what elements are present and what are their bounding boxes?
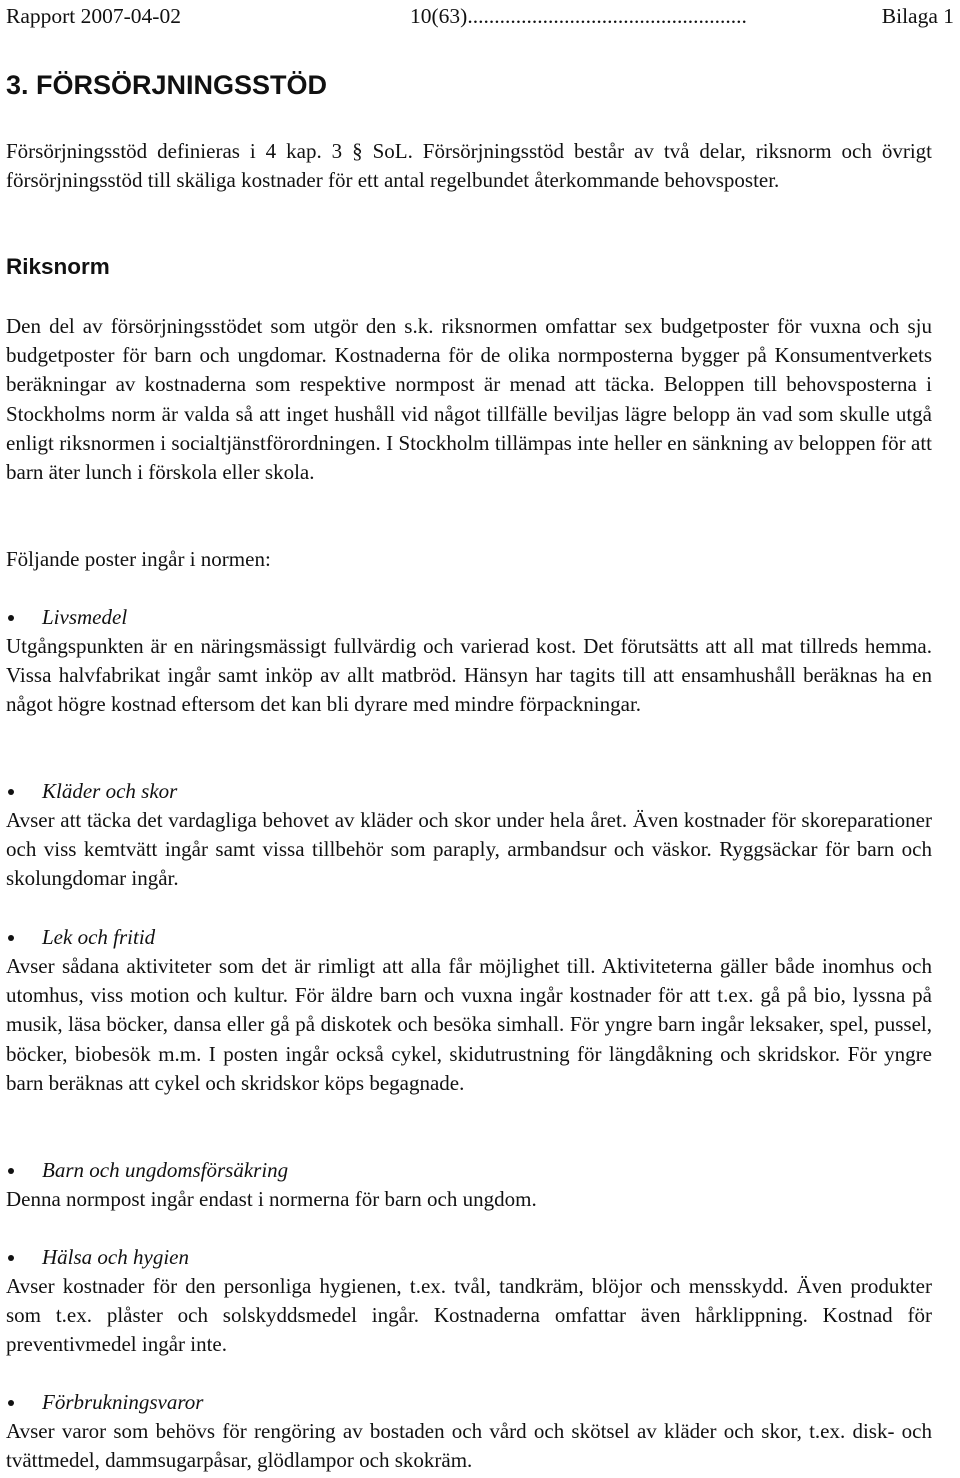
header-report-date: Rapport 2007-04-02 — [6, 4, 181, 28]
page-header — [6, 1, 954, 31]
list-item-title: Hälsa och hygien — [42, 1245, 189, 1269]
list-item-title: Lek och fritid — [42, 925, 156, 949]
section-title: 3. FÖRSÖRJNINGSSTÖD — [6, 70, 328, 100]
bullet-icon — [8, 1255, 14, 1261]
norm-item-halsa-och-hygien — [6, 1243, 932, 1360]
bullet-icon — [8, 1400, 14, 1406]
riksnorm-heading: Riksnorm — [6, 254, 110, 279]
list-item-title: Förbrukningsvaror — [42, 1390, 204, 1414]
list-item-heading — [6, 777, 932, 806]
header-appendix-label: Bilaga 1 — [881, 4, 954, 28]
riksnorm-paragraph: Den del av försörjningsstödet som utgör den s.k. riksnormen omfattar sex budgetposter för vuxna och sju budgetposter för barn och ungdomar. Kostnaderna för de olika normposterna bygger på Konsumentverkets beräkningar av kostnaderna som respektive normpost är menad att täcka. Beloppen till behovsposterna i Stockholms norm är valda så att inget hushåll vid något tillfälle beviljas lägre belopp än vad som skulle utgå enligt riksnormen i socialtjänstförordningen. I Stockholm tillämpas inte heller en sänkning av beloppen för att barn äter lunch i förskola eller skola. — [6, 314, 932, 485]
norm-item-livsmedel — [6, 603, 932, 720]
norm-item-lek-och-fritid — [6, 923, 932, 1098]
list-item-title: Livsmedel — [42, 605, 128, 629]
list-item-body: Avser varor som behövs för rengöring av bostaden och vård och skötsel av kläder och skor, t.ex. disk- och tvättmedel, dammsugarpåsar, glödlampor och skokräm. — [6, 1419, 932, 1473]
norm-item-barn-och-ungdomsforsakring — [6, 1156, 932, 1214]
header-page-number — [410, 1, 747, 31]
list-item-title: Kläder och skor — [42, 779, 178, 803]
bullet-icon — [8, 615, 14, 621]
list-item-body: Utgångspunkten är en näringsmässigt fullvärdig och varierad kost. Det förutsätts att all mat tillreds hemma. Vissa halvfabrikat ingår samt inköp av allt matbröd. Hänsyn har tagits till att ensamhushåll beräknas ha en något högre kostnad eftersom det kan bli dyrare med mindre förpackningar. — [6, 634, 932, 717]
list-item-heading — [6, 1156, 932, 1185]
list-item-heading — [6, 603, 932, 632]
bullet-icon — [8, 789, 14, 795]
list-item-title: Barn och ungdomsförsäkring — [42, 1158, 289, 1182]
norm-item-forbrukningsvaror — [6, 1388, 932, 1475]
norm-items-intro: Följande poster ingår i normen: — [6, 547, 271, 571]
list-item-heading — [6, 923, 932, 952]
list-item-heading — [6, 1388, 932, 1417]
list-item-heading — [6, 1243, 932, 1272]
list-item-body: Avser att täcka det vardagliga behovet av kläder och skor under hela året. Även kostnader för skoreparationer och viss kemtvätt ingår samt vissa tillbehör som paraply, armbandsur och väskor. Ryggsäckar för barn och skolungdomar ingår. — [6, 808, 932, 891]
list-item-body: Avser sådana aktiviteter som det är rimligt att alla får möjlighet till. Aktiviteterna gäller både inomhus och utomhus, viss motion och kultur. För äldre barn och vuxna ingår kostnader för att t.ex. gå på bio, lyssna på musik, läsa böcker, dansa eller gå på diskotek och besöka simhall. För yngre barn ingår leksaker, spel, pussel, böcker, biobesök m.m. I posten ingår också cykel, skidutrustning för längdåkning och skridskor. För yngre barn beräknas att cykel och skridskor köps begagnade. — [6, 954, 932, 1095]
bullet-icon — [8, 1168, 14, 1174]
norm-item-klader-och-skor — [6, 777, 932, 894]
header-page-value: 10(63) — [410, 4, 468, 28]
list-item-body: Avser kostnader för den personliga hygienen, t.ex. tvål, tandkräm, blöjor och mensskydd. Även produkter som t.ex. plåster och solskyddsmedel ingår. Kostnaderna omfattar även hårklippning. Kostnad för preventivmedel ingår inte. — [6, 1274, 932, 1357]
intro-paragraph: Försörjningsstöd definieras i 4 kap. 3 § SoL. Försörjningsstöd består av två delar, riksnorm och övrigt försörjningsstöd till skäliga kostnader för ett antal regelbundet återkommande behovsposter. — [6, 139, 932, 193]
bullet-icon — [8, 935, 14, 941]
header-dot-leader: .................................................... — [467, 4, 747, 28]
list-item-body: Denna normpost ingår endast i normerna för barn och ungdom. — [6, 1187, 537, 1211]
